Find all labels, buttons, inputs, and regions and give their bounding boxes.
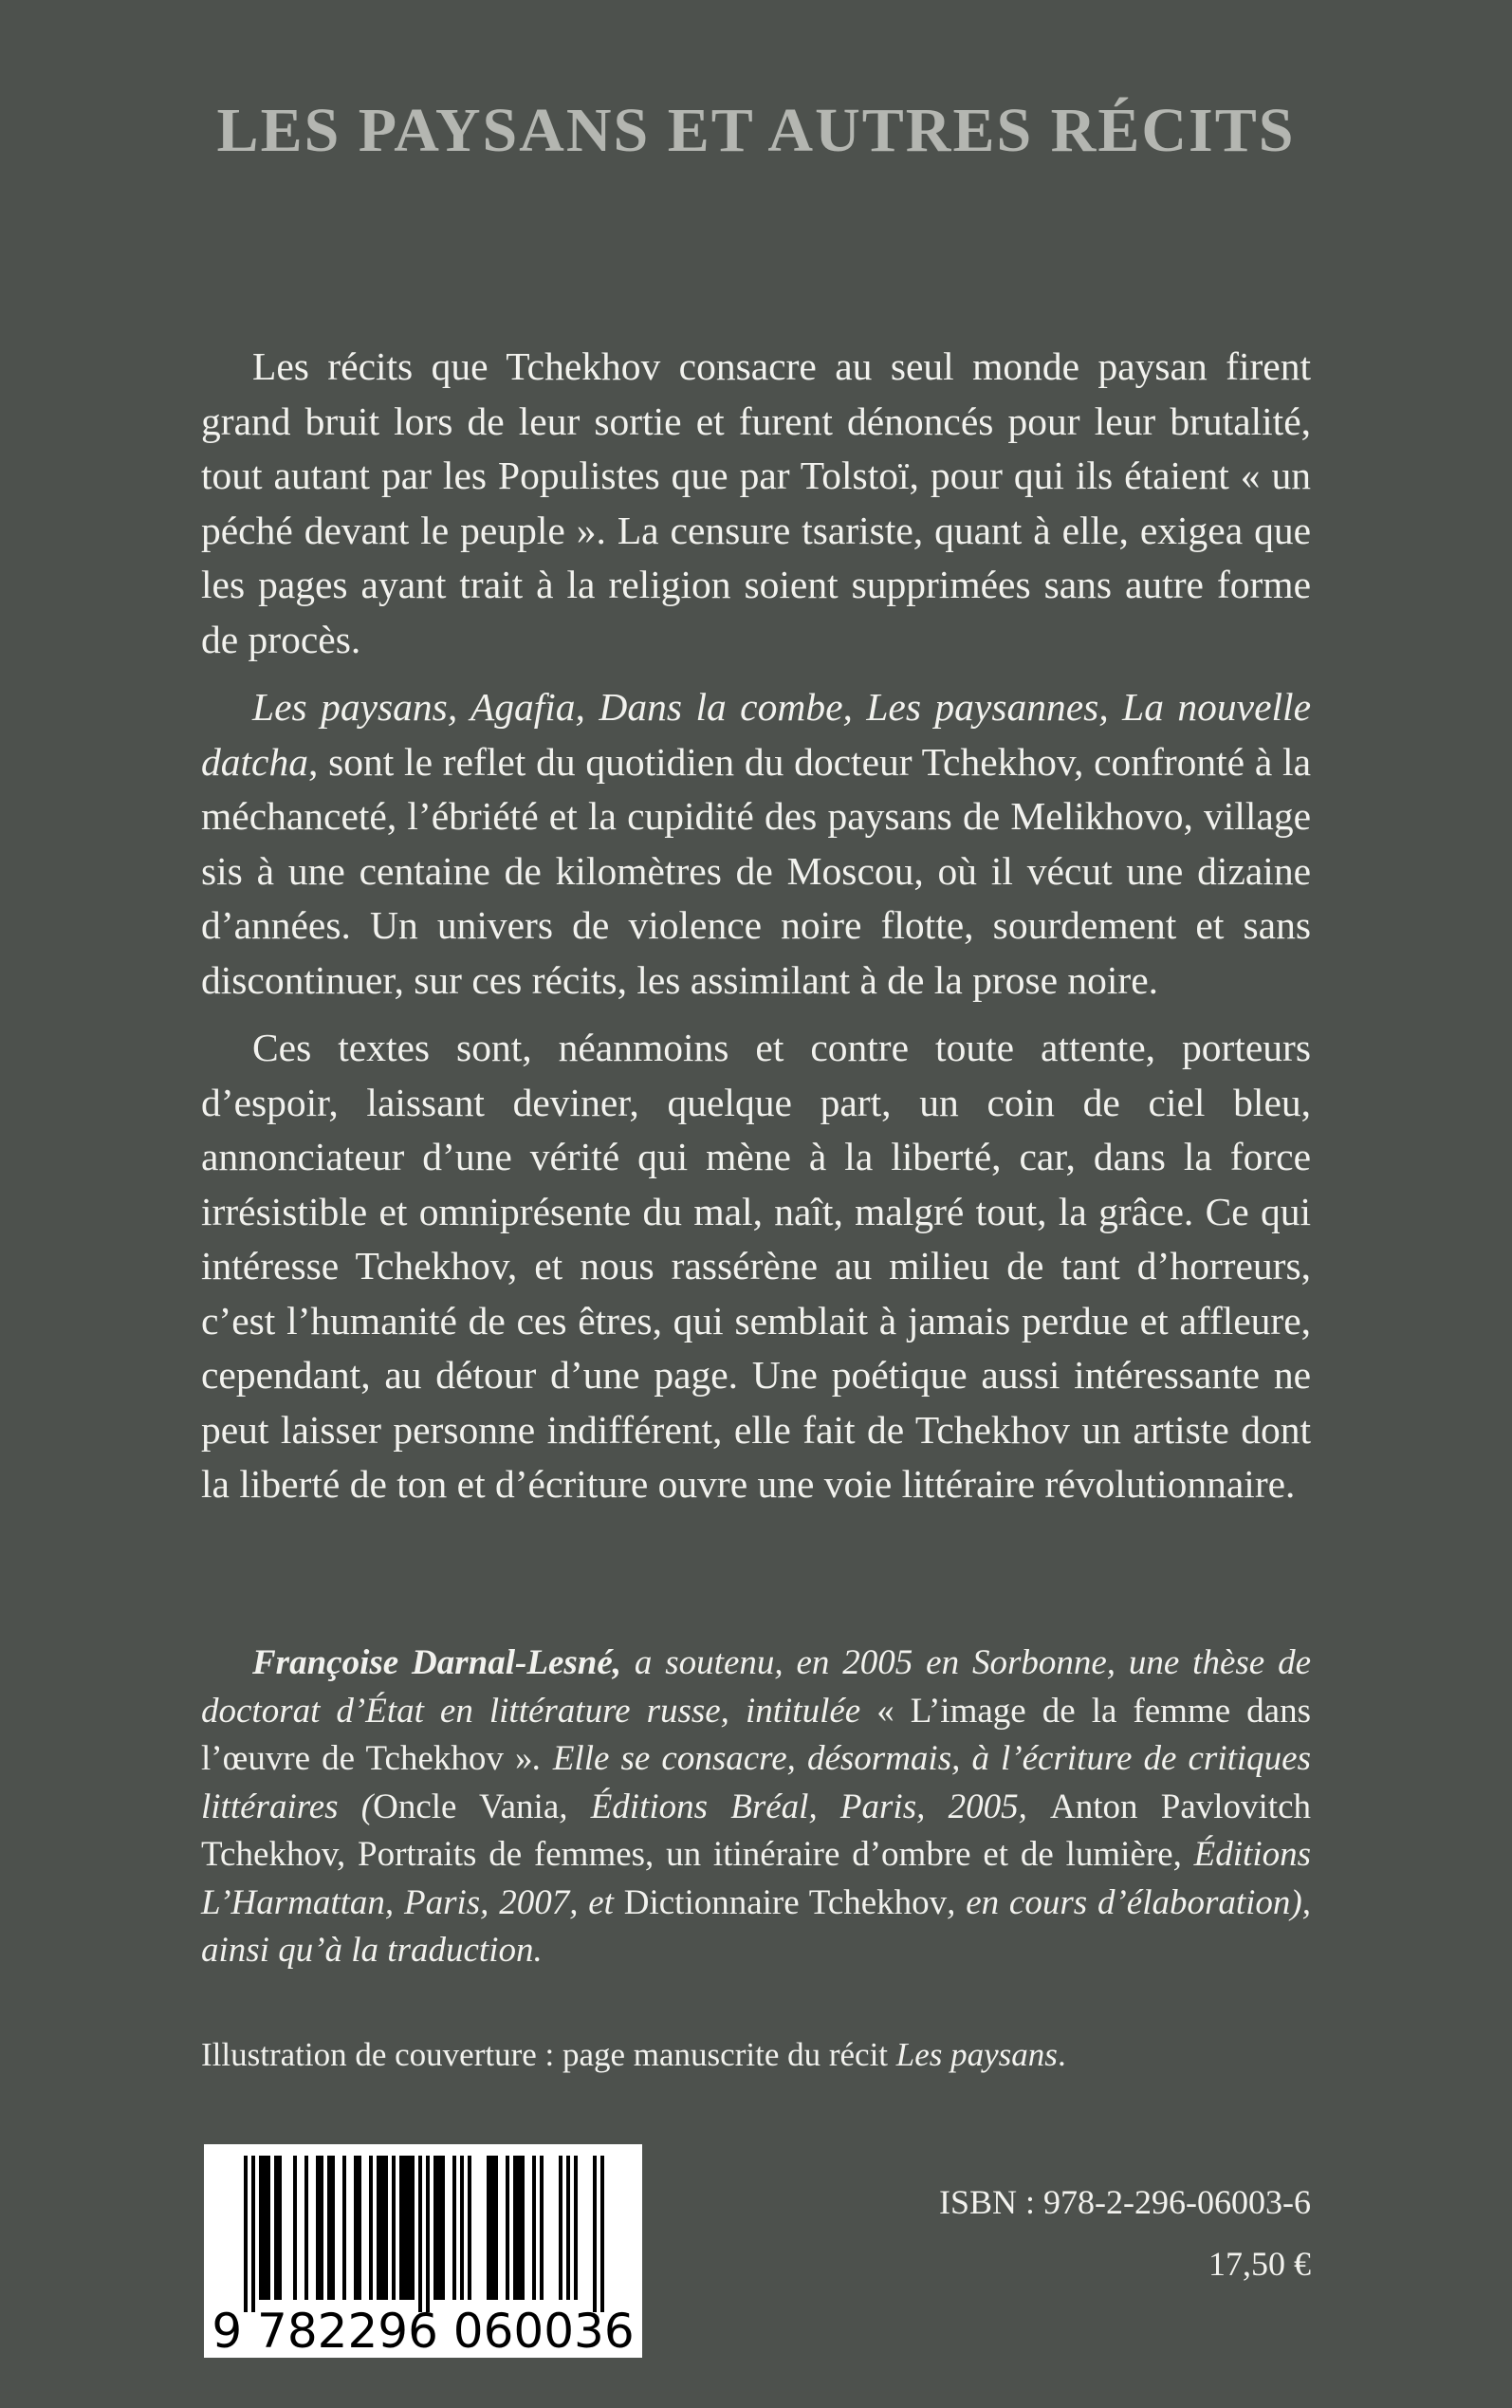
- barcode-bar: [460, 2156, 464, 2300]
- barcode-bar: [331, 2156, 335, 2300]
- author-bio: [201, 1639, 1311, 1975]
- barcode-bar: [403, 2156, 407, 2300]
- work-portraits: Anton Pavlovitch Tchekhov, Portraits de femmes, un itinéraire d’ombre et de lumière,: [201, 1787, 1312, 1874]
- barcode-bar: [407, 2156, 411, 2300]
- barcode-bar: [293, 2156, 297, 2300]
- barcode-bar: [342, 2156, 346, 2300]
- barcode-bar: [574, 2156, 578, 2300]
- barcode-bar: [304, 2156, 308, 2300]
- barcode-number: 9 782296 060036: [212, 2304, 635, 2358]
- blurb-paragraph-1: Les récits que Tchekhov consacre au seul monde paysan firent grand bruit lors de leur sortie et furent dénoncés pour leur brutalité, tout autant par les Populistes que par Tolstoï, pour qui ils étaient « un péché devant le peuple ». La censure tsariste, quant à elle, exigea que les pages ayant trait à la religion soient supprimées sans autre forme de procès.: [201, 344, 1311, 661]
- work-oncle-vania: Oncle Vania: [373, 1787, 560, 1826]
- illustration-work: Les paysans: [895, 2036, 1058, 2073]
- book-title: LES PAYSANS ET AUTRES RÉCITS: [216, 96, 1296, 165]
- barcode-bar: [380, 2156, 384, 2300]
- barcode-bar: [441, 2156, 445, 2300]
- barcode-bar: [490, 2156, 494, 2300]
- barcode-bar: [426, 2156, 430, 2312]
- bio-part-5: , en cours d’élaboration), ainsi qu’à la traduction.: [201, 1882, 1312, 1970]
- isbn: ISBN : 978-2-296-06003-6: [939, 2183, 1311, 2221]
- barcode-bar: [278, 2156, 282, 2300]
- barcode-bar: [506, 2156, 509, 2300]
- barcode-bar: [593, 2156, 597, 2312]
- barcode-bar: [316, 2156, 320, 2300]
- blurb: [201, 340, 1311, 1526]
- barcode-bar: [487, 2156, 490, 2300]
- barcode-bar: [437, 2156, 441, 2300]
- barcode-bar: [274, 2156, 278, 2300]
- barcode-bar: [600, 2156, 604, 2312]
- barcode-bar: [267, 2156, 270, 2300]
- barcode-bar: [354, 2156, 358, 2300]
- barcode-bar: [263, 2156, 267, 2300]
- author-name: Françoise Darnal-Lesné,: [252, 1643, 622, 1682]
- thesis-title: « L’image de la femme dans l’œuvre de Tchekhov »: [201, 1691, 1311, 1778]
- barcode-bars: [244, 2156, 604, 2312]
- barcode-graphic: [204, 2144, 642, 2358]
- barcode-bar: [411, 2156, 415, 2300]
- barcode-bar: [433, 2156, 437, 2300]
- barcode-bar: [532, 2156, 536, 2300]
- barcode-bar: [540, 2156, 544, 2300]
- barcode-bar: [521, 2156, 525, 2300]
- barcode-bar: [251, 2156, 255, 2312]
- barcode-bar: [494, 2156, 498, 2300]
- blurb-paragraph-3: Ces textes sont, néanmoins et contre toute attente, porteurs d’espoir, laissant deviner, quelque part, un coin de ciel bleu, annonciateur d’une vérité qui mène à la liberté, car, dans la force irrésistible et omniprésente du mal, naît, malgré tout, la grâce. Ce qui intéresse Tchekhov, et nous rassérène au milieu de tant d’horreurs, c’est l’humanité de ces êtres, qui semblait à jamais perdue et affleure, cependant, au détour d’une page. Une poétique aussi intéressante ne peut laisser personne indifférent, elle fait de Tchekhov un artiste dont la liberté de ton et d’écriture ouvre une voie littéraire révolutionnaire.: [201, 1026, 1311, 1506]
- bio-part-4: Éditions L’Harmattan, Paris, 2007, et: [201, 1835, 1312, 1922]
- barcode-bar: [392, 2156, 396, 2300]
- barcode-bar: [517, 2156, 521, 2300]
- barcode-bar: [468, 2156, 471, 2300]
- barcode-bar: [244, 2156, 248, 2312]
- barcode-bar: [418, 2156, 422, 2312]
- barcode-bar: [377, 2156, 380, 2300]
- barcode-bar: [559, 2156, 562, 2300]
- illustration-credit: [201, 2034, 1066, 2076]
- bio-part-3: , Éditions Bréal, Paris, 2005,: [559, 1787, 1051, 1826]
- illustration-prefix: Illustration de couverture : page manuscrite du récit: [201, 2036, 896, 2073]
- barcode-bar: [358, 2156, 361, 2300]
- barcode-bar: [566, 2156, 570, 2300]
- bio-part-1: a soutenu, en 2005 en Sorbonne, une thèse de doctorat d’État en littérature russe, intitulée: [201, 1643, 1311, 1731]
- blurb-paragraph-2-rest: , sont le reflet du quotidien du docteur Tchekhov, confronté à la méchanceté, l’ébriété et la cupidité des paysans de Melikhovo, village sis à une centaine de kilomètres de Moscou, où il vécut une dizaine d’années. Un univers de violence noire flotte, sourdement et sans discontinuer, sur ces récits, les assimilant à de la prose noire.: [201, 739, 1311, 1002]
- bio-part-2: . Elle se consacre, désormais, à l’écriture de critiques littéraires (: [201, 1739, 1311, 1826]
- work-dictionnaire: Dictionnaire Tchekhov: [623, 1882, 948, 1922]
- barcode-bar: [327, 2156, 331, 2300]
- illustration-suffix: .: [1057, 2036, 1066, 2073]
- barcode-bar: [369, 2156, 373, 2300]
- barcode-bar: [320, 2156, 323, 2300]
- barcode-bar: [513, 2156, 517, 2300]
- price: 17,50 €: [1208, 2245, 1311, 2283]
- blurb-paragraph-2: [201, 680, 1311, 1008]
- barcode-bar: [259, 2156, 263, 2300]
- story-titles: Les paysans, Agafia, Dans la combe, Les paysannes, La nouvelle datcha: [201, 685, 1311, 784]
- barcode-bar: [384, 2156, 388, 2300]
- barcode: [204, 2144, 642, 2358]
- barcode-bar: [399, 2156, 403, 2300]
- barcode-bar: [452, 2156, 456, 2300]
